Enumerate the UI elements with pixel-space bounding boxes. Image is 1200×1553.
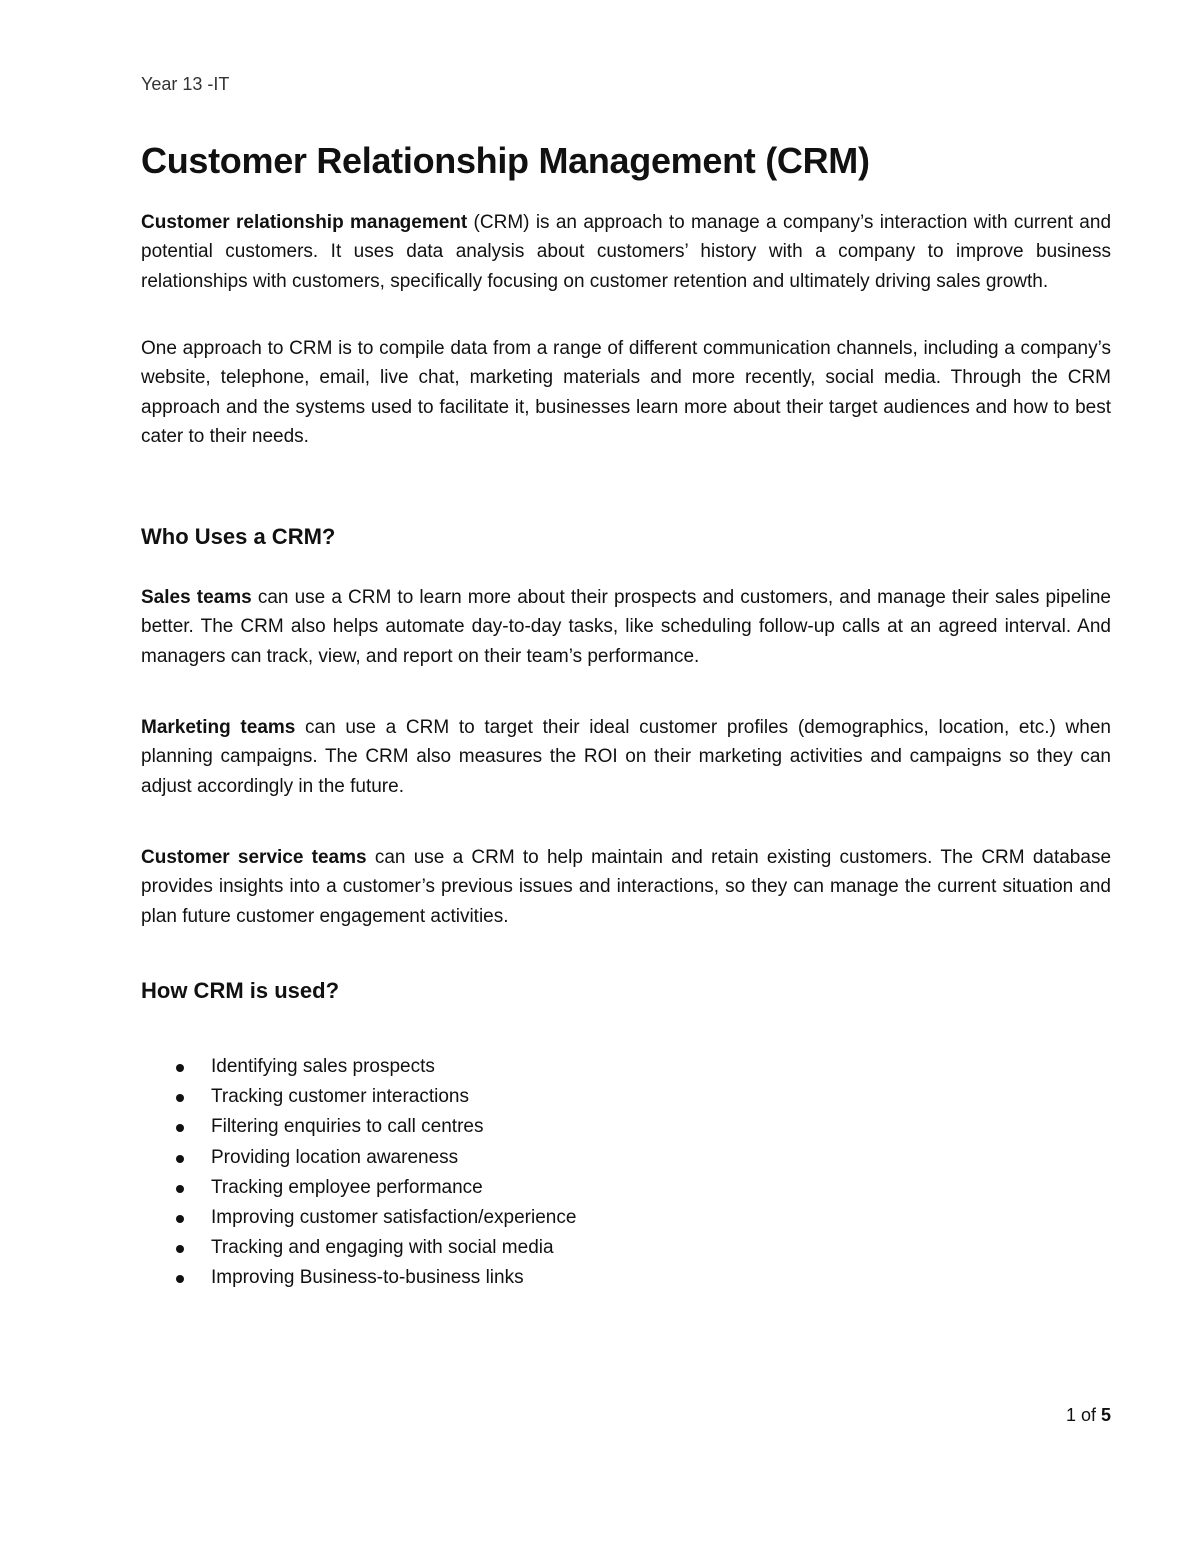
bullet-icon: [176, 1215, 184, 1223]
marketing-teams-term: Marketing teams: [141, 717, 296, 738]
list-item: [141, 1052, 941, 1082]
intro-text: (CRM) is an approach to manage a company’s interaction with current and potential customers. It uses data analysis about customers’ history with a company to improve business relationships with customers, specifically focusing on customer retention and ultimately driving sales growth.: [141, 212, 1112, 292]
customer-service-teams-paragraph: [141, 843, 1111, 931]
list-item: [141, 1263, 941, 1293]
page-total: 5: [1100, 1405, 1111, 1425]
bullet-icon: [176, 1275, 184, 1283]
page-header: Year 13 -IT: [141, 74, 230, 94]
list-item: [141, 1203, 941, 1233]
list-item-text: Filtering enquiries to call centres: [211, 1116, 484, 1138]
approach-paragraph: One approach to CRM is to compile data from a range of different communication channels, including a company’s website, telephone, email, live chat, marketing materials and more recently, social media. Through the CRM approach and the systems used to facilitate it, businesses learn more about their target audiences and how to best cater to their needs.: [141, 338, 1111, 447]
bullet-icon: [176, 1064, 184, 1072]
list-item: [141, 1233, 941, 1263]
page-of-label: of: [1075, 1405, 1101, 1425]
sales-teams-text: can use a CRM to learn more about their prospects and customers, and manage their sales pipeline better. The CRM also helps automate day-to-day tasks, like scheduling follow-up calls at an agreed interval. And managers can track, view, and report on their team’s performance.: [141, 587, 1111, 667]
list-item: [141, 1143, 941, 1173]
bullet-icon: [176, 1124, 184, 1132]
how-used-list: [141, 1052, 941, 1294]
bullet-icon: [176, 1245, 184, 1253]
list-item: [141, 1112, 941, 1142]
sales-teams-paragraph: [141, 583, 1111, 671]
list-item-text: Tracking customer interactions: [211, 1086, 470, 1108]
document-title: Customer Relationship Management (CRM): [141, 140, 870, 181]
bullet-icon: [176, 1155, 184, 1163]
bullet-icon: [176, 1185, 184, 1193]
bullet-icon: [176, 1094, 184, 1102]
marketing-teams-paragraph: [141, 713, 1111, 801]
section-heading-who-uses: Who Uses a CRM?: [141, 524, 336, 549]
intro-paragraph: [141, 208, 1111, 296]
customer-service-teams-text: can use a CRM to help maintain and retain existing customers. The CRM database provides insights into a customer’s previous issues and interactions, so they can manage the current situation and plan future customer engagement activities.: [141, 847, 1112, 927]
customer-service-teams-term: Customer service teams: [141, 847, 367, 868]
list-item-text: Identifying sales prospects: [211, 1056, 435, 1077]
list-item-text: Improving customer satisfaction/experience: [211, 1206, 577, 1228]
list-item-text: Tracking employee performance: [211, 1176, 483, 1198]
section-heading-how-used: How CRM is used?: [141, 978, 340, 1003]
list-item: [141, 1173, 941, 1203]
page-number: [1066, 1405, 1111, 1426]
sales-teams-term: Sales teams: [141, 587, 252, 608]
list-item-text: Improving Business-to-business links: [211, 1267, 524, 1289]
list-item-text: Providing location awareness: [211, 1146, 459, 1168]
list-item-text: Tracking and engaging with social media: [211, 1237, 554, 1259]
intro-term: Customer relationship management: [141, 212, 468, 233]
page-current: 1: [1065, 1405, 1076, 1425]
list-item: [141, 1082, 941, 1112]
marketing-teams-text: can use a CRM to target their ideal customer profiles (demographics, location, etc.) when planning campaigns. The CRM also measures the ROI on their marketing activities and campaigns so they can adjust accordingly in the future.: [141, 717, 1111, 797]
